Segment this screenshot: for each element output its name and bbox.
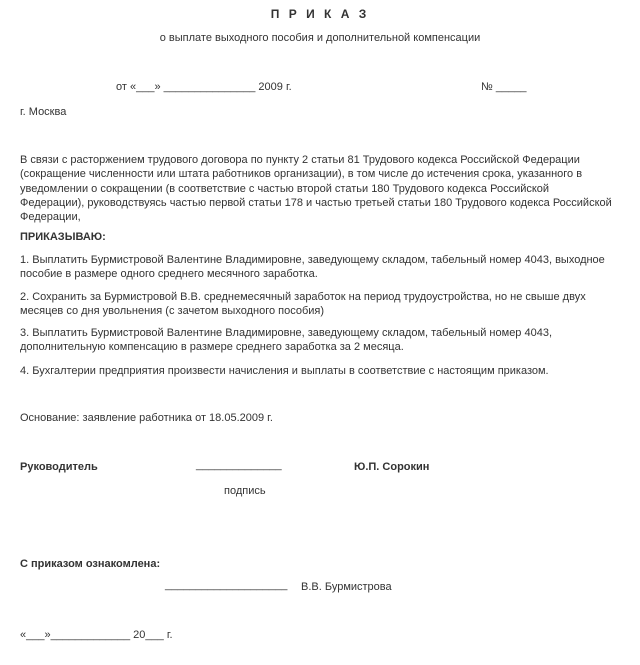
city: г. Москва: [20, 106, 67, 118]
signature-role: Руководитель: [20, 461, 98, 473]
item-line: 4. Бухгалтерии предприятия произвести начисления и выплаты в соответствие с настоящим приказом.: [20, 365, 549, 377]
item-line: пособие в размере одного среднего месячного заработка.: [20, 268, 318, 281]
preamble-line: Федерации), руководствуясь частью первой статьи 178 и частью третьей статьи 180 Трудового кодекса Российской: [20, 196, 612, 209]
order-item-1: [20, 253, 620, 282]
order-heading: ПРИКАЗЫВАЮ:: [20, 231, 106, 243]
item-line: 3. Выплатить Бурмистровой Валентине Владимировне, заведующему складом, табельный номер 4043,: [20, 327, 553, 339]
preamble-line: уведомлении о сокращении (в соответствие с частью второй статьи 180 Трудового кодекса Российской: [20, 182, 550, 195]
signature-caption: подпись: [224, 485, 266, 497]
order-item-3: [20, 326, 620, 355]
signature-name: Ю.П. Сорокин: [354, 461, 430, 473]
order-date-line: от «___» _______________ 2009 г.: [116, 81, 292, 93]
preamble-line: В связи с расторжением трудового договора по пункту 2 статьи 81 Трудового кодекса Российской Федерации: [20, 154, 580, 166]
acquaintance-name: В.В. Бурмистрова: [301, 581, 392, 593]
order-item-2: [20, 290, 620, 319]
document-title: П Р И К А З: [270, 7, 370, 21]
basis-line: Основание: заявление работника от 18.05.2009 г.: [20, 412, 273, 424]
acquaintance-label: С приказом ознакомлена:: [20, 558, 161, 570]
item-line: месяцев со дня увольнения (с зачетом выходного пособия): [20, 305, 325, 318]
document-subtitle: о выплате выходного пособия и дополнительной компенсации: [159, 32, 481, 44]
order-number-line: № _____: [481, 81, 527, 93]
order-item-4: [20, 364, 620, 378]
item-line: дополнительную компенсацию в размере среднего заработка за 2 месяца.: [20, 341, 404, 354]
preamble-line: (сокращение численности или штата работников организации), в том числе до истечения срока, указанного в: [20, 168, 583, 181]
item-line: 1. Выплатить Бурмистровой Валентине Владимировне, заведующему складом, табельный номер 4043, выходное: [20, 254, 605, 266]
signature-line: ______________: [196, 459, 282, 471]
acquaintance-date-line: «___»_____________ 20___ г.: [20, 629, 173, 641]
preamble: [20, 153, 620, 224]
preamble-line: Федерации,: [20, 211, 81, 224]
acquaintance-signature-line: ____________________: [165, 579, 288, 591]
item-line: 2. Сохранить за Бурмистровой В.В. среднемесячный заработок на период трудоустройства, но не свыше двух: [20, 291, 586, 303]
